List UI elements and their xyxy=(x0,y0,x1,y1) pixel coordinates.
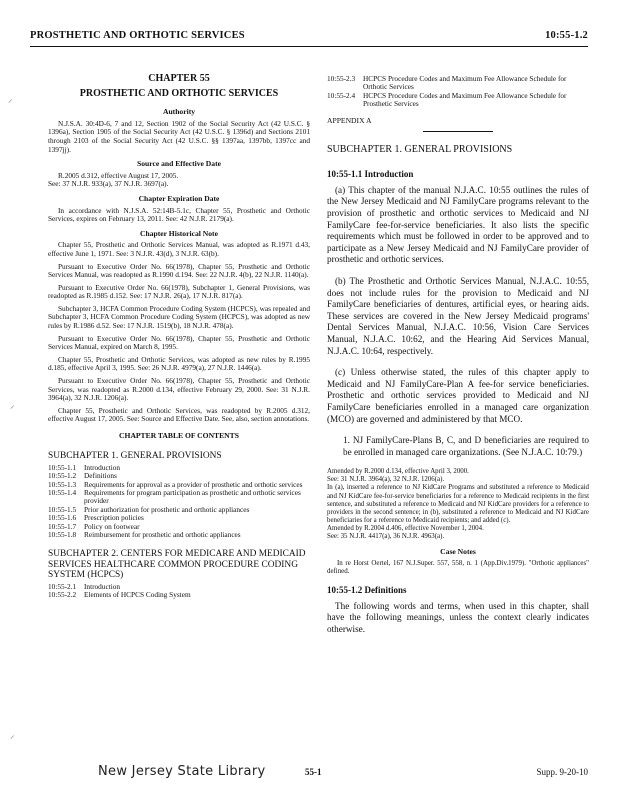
toc-number: 10:55-1.2 xyxy=(48,471,77,481)
toc-entry: Definitions xyxy=(84,471,117,481)
scan-mark: ⸝ xyxy=(10,730,15,740)
toc-entry: Policy on footwear xyxy=(84,521,140,531)
toc-row xyxy=(327,75,589,92)
history-note: Pursuant to Executive Order No. 66(1978), Chapter 55, Prosthetic and Orthotic Services Manual, expired on March 8, 1995. xyxy=(48,333,310,352)
subchapter-1-heading: SUBCHAPTER 1. GENERAL PROVISIONS xyxy=(327,144,513,156)
library-stamp: New Jersey State Library xyxy=(98,764,266,779)
toc-entry: Introduction xyxy=(84,582,121,592)
toc-number: 10:55-1.7 xyxy=(48,521,77,531)
source-heading: Source and Effective Date xyxy=(136,159,221,169)
section-divider xyxy=(423,131,493,132)
toc-number: 10:55-2.4 xyxy=(327,90,356,100)
toc-number: 10:55-1.1 xyxy=(48,462,77,472)
expiration-heading: Chapter Expiration Date xyxy=(138,193,220,203)
toc-number: 10:55-2.1 xyxy=(48,582,77,592)
toc-row xyxy=(327,92,589,109)
appendix-entry: APPENDIX A xyxy=(327,115,372,125)
history-heading: Chapter Historical Note xyxy=(140,228,218,238)
history-note: Chapter 55, Prosthetic and Orthotic Services Manual, was adopted as R.1971 d.43, effective June 1, 1971. See: 3 N.J.R. 43(d), 3 N.J.R. 63(b). xyxy=(48,240,310,258)
chapter-title: PROSTHETIC AND ORTHOTIC SERVICES xyxy=(79,87,279,99)
toc-entry: HCPCS Procedure Codes and Maximum Fee Allowance Schedule for Orthotic Services xyxy=(363,74,567,92)
toc-row xyxy=(48,531,310,539)
toc-number: 10:55-1.3 xyxy=(48,479,77,489)
scan-mark: ⸝ xyxy=(8,94,13,104)
history-note: Chapter 55, Prosthetic and Orthotic Services, was readopted by R.2005 d.312, effective August 17, 2005. See: Source and Effective Date. See, also, section annotations. xyxy=(48,405,310,424)
toc-row xyxy=(48,489,310,506)
history-note: Pursuant to Executive Order No. 66(1978), Chapter 55, Prosthetic and Orthotic Services Manual, was readopted as R.1990 d.194. See: 22 N.J.R. 4(b), 22 N.J.R. 1140(a). xyxy=(48,261,310,280)
history-note: Subchapter 3, HCFA Common Procedure Coding System (HCPCS), was repealed and Subchapter 3, HCFA Common Procedure Coding System (HCPCS), was adopted as new rules by R.1986 d.52. See: 17 N.J.R. 1519(b), 18 N.J.R. 478(a). xyxy=(48,303,310,331)
paragraph-c: (c) Unless otherwise stated, the rules of this chapter apply to Medicaid and NJ FamilyCare-Plan A fee-for service beneficiaries. Prosthetic and orthotic services provided to Medicaid and NJ FamilyCare beneficiaries enrolled in a managed care organization (MCO) are governed and administered by that MCO. xyxy=(327,367,589,424)
toc-number: 10:55-2.2 xyxy=(48,590,77,600)
toc-number: 10:55-1.8 xyxy=(48,530,77,540)
toc-entry: Prior authorization for prosthetic and orthotic appliances xyxy=(84,504,250,514)
toc-entry: Prescription policies xyxy=(84,513,144,523)
authority-heading: Authority xyxy=(162,107,196,117)
toc-number: 10:55-1.5 xyxy=(48,504,77,514)
source-text: R.2005 d.312, effective August 17, 2005. See: 37 N.J.R. 933(a), 37 N.J.R. 3697(a). xyxy=(48,170,179,189)
toc-entry: Reimbursement for prosthetic and orthotic appliances xyxy=(84,530,241,540)
paragraph-a: (a) This chapter of the manual N.J.A.C. 10:55 outlines the rules of the New Jersey Medicaid and NJ FamilyCare programs relevant to the provision of prosthetic and orthotic services to Medicaid and NJ FamilyCare fee-for-service beneficiaries. It also lists the specific requirements which must be followed in order to be approved and to participate as a New Jersey Medicaid and NJ FamilyCare provider of prosthetic and orthotic services. xyxy=(327,184,589,265)
toc-entry: Introduction xyxy=(84,462,121,472)
toc-number: 10:55-1.4 xyxy=(48,488,77,498)
left-column xyxy=(48,75,310,600)
toc-number: 10:55-1.6 xyxy=(48,513,77,523)
toc-row xyxy=(48,591,310,599)
history-note: Pursuant to Executive Order No. 66(1978), Subchapter 1, General Provisions, was readopted as R.1985 d.152. See: 17 N.J.R. 26(a), 17 N.J.R. 817(a). xyxy=(48,282,310,301)
page-number: 55-1 xyxy=(305,767,322,777)
paragraph-c-1: 1. NJ FamilyCare-Plans B, C, and D beneficiaries are required to be enrolled in managed care organizations. (See N.J.A.C. 10:79.) xyxy=(343,435,589,457)
toc-entry: Elements of HCPCS Coding System xyxy=(84,590,191,600)
supplement-date: Supp. 9-20-10 xyxy=(536,767,588,777)
toc-entry: Requirements for approval as a provider of prosthetic and orthotic services xyxy=(84,479,303,489)
page-footer xyxy=(30,764,588,784)
toc-number: 10:55-2.3 xyxy=(327,74,356,83)
toc-subchapter-2: SUBCHAPTER 2. CENTERS FOR MEDICARE AND MEDICAID SERVICES HEALTHCARE COMMON PROCEDURE CODING SYSTEM (HCPCS) xyxy=(48,549,306,580)
toc-heading: CHAPTER TABLE OF CONTENTS xyxy=(119,431,239,440)
toc-entry: Requirements for program participation as prosthetic and orthotic services provider xyxy=(84,488,301,506)
header-rule xyxy=(30,46,588,47)
header-section: 10:55-1.2 xyxy=(545,30,588,41)
scan-mark: ⸝ xyxy=(10,400,15,410)
definitions-intro: The following words and terms, when used in this chapter, shall have the following meanings, unless the context clearly indicates otherwise. xyxy=(327,600,589,634)
running-header xyxy=(30,30,588,46)
paragraph-b: (b) The Prosthetic and Orthotic Services Manual, N.J.A.C. 10:55, does not include rules for the provision to Medicaid and NJ FamilyCare beneficiaries of dentures, artificial eyes, or hearing aids. These services are covered in the New Jersey Medicaid programs' Dental Services Manual, N.J.A.C. 10:56, Vision Care Services Manual, N.J.A.C. 10:62, and the Hearing Aid Services Manual, N.J.A.C. 10:64, respectively. xyxy=(327,275,589,356)
case-notes-text: In re Horst Oertel, 167 N.J.Super. 557, 558, n. 1 (App.Div.1979). "Orthotic appliances" defined. xyxy=(327,559,589,575)
history-note: Pursuant to Executive Order No. 66(1978), Chapter 55, Prosthetic and Orthotic Services, was readopted as R.2000 d.134, effective February 29, 2000. See: 31 N.J.R. 3964(a), 32 N.J.R. 1206(a). xyxy=(48,376,310,403)
section-heading-1-2: 10:55-1.2 Definitions xyxy=(327,584,407,595)
case-notes-heading: Case Notes xyxy=(440,547,476,557)
authority-text: N.J.S.A. 30:4D-6, 7 and 12, Section 1902 of the Social Security Act (42 U.S.C. § 1396a), Section 1905 of the Social Security Act (42 U.S.C. § 1396d) and Sections 2101 through 2103 of the Social Security Act (42 U.S.C. §§ 1397aa, 1397bb, 1397cc and 1397jj). xyxy=(48,118,310,154)
section-heading-1-1: 10:55-1.1 Introduction xyxy=(327,169,414,180)
toc-entry: HCPCS Procedure Codes and Maximum Fee Allowance Schedule for Prosthetic Services xyxy=(363,90,567,109)
chapter-number: CHAPTER 55 xyxy=(148,73,210,84)
toc-subchapter-1: SUBCHAPTER 1. GENERAL PROVISIONS xyxy=(48,450,222,461)
right-column xyxy=(327,75,589,645)
header-title: PROSTHETIC AND ORTHOTIC SERVICES xyxy=(30,30,245,41)
history-note: Chapter 55, Prosthetic and Orthotic Services, was adopted as new rules by R.1995 d.185, effective April 3, 1995. See: 26 N.J.R. 4979(a), 27 N.J.R. 1446(a). xyxy=(48,354,310,373)
expiration-text: In accordance with N.J.S.A. 52:14B-5.1c, Chapter 55, Prosthetic and Orthotic Services, expires on February 13, 2011. See: 42 N.J.R. 2179(a). xyxy=(48,205,310,224)
amendment-notes: Amended by R.2000 d.134, effective April 3, 2000. See: 31 N.J.R. 3964(a), 32 N.J.R. 1206(a). In (a), inserted a reference to NJ KidCare Programs and substituted a reference to Medicaid and NJ KidCare fee-for-service beneficiaries for a reference to Medicaid recipients in the first sentence, and substituted a reference to Medicaid and NJ KidCare providers for a reference to providers in the second sentence; in (b), substituted a reference to Medicaid and NJ KidCare beneficiaries for a reference to Medicaid recipients; and added (c). Amended by R.2004 d.406, effective November 1, 2004. See: 35 N.J.R. 4417(a), 36 N.J.R. 4963(a). xyxy=(327,468,589,541)
